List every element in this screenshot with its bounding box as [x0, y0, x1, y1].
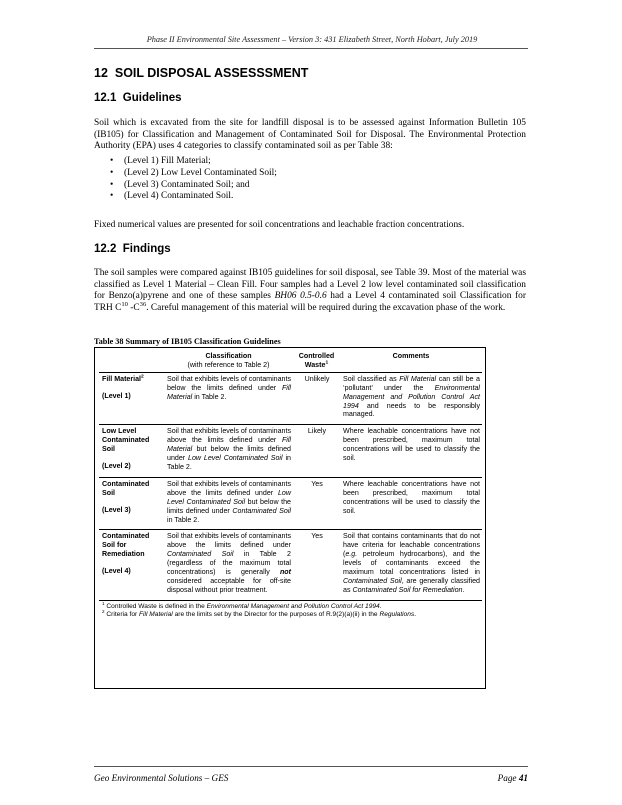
- table-row: [99, 530, 482, 600]
- footnote-1: $^1$ Controlled Waste is defined in the Environmental Management and Pollution Control Act 1994.: [102, 600, 382, 610]
- controlled-waste-cell: Unlikely: [304, 374, 330, 383]
- findings-paragraph: The soil samples were compared against IB105 guidelines for soil disposal, see Table 39. Most of the material was classified as Level 1 Material – Clean Fill. Four samples had a Level 2 low level contaminated soil classification for Benzo(a)pyrene and one of these samples BH06 0.5-0.6 had a Level 4 contaminated soil Classification for TRH $C^{10}$ $-C^{36}$. Careful management of this material will be required during the excavation phase of the work.: [94, 268, 526, 314]
- category-cell: Contaminated Soil (Level 3): [102, 479, 150, 514]
- comments-cell: Where leachable concentrations have not been prescribed, maximum total concentrations will be used to classify the soil.: [343, 427, 480, 463]
- guidelines-closing-paragraph: Fixed numerical values are presented for soil concentrations and leachable fraction concentrations.: [94, 220, 465, 230]
- guidelines-intro-paragraph: Soil which is excavated from the site for landfill disposal is to be assessed against Information Bulletin 105 (IB105) for Classification and Management of Contaminated Soil for Disposal. The Environmental Protection Authority (EPA) uses 4 categories to classify contaminated soil as per Table 38:: [94, 118, 526, 152]
- classification-cell: Soil that exhibits levels of contaminants above the limits defined under Low Level Contaminated Soil but below the limits defined under Contaminated Soil in Table 2.: [167, 479, 292, 524]
- category-cell: Fill Material$^2$ (Level 1): [102, 374, 144, 400]
- section-heading: [94, 66, 308, 80]
- list-item: • (Level 1) Fill Material;: [94, 156, 277, 168]
- header-category: [99, 351, 164, 372]
- footer-page-number: Page 41: [497, 773, 528, 783]
- category-cell: Contaminated Soil for Remediation (Level 4): [102, 532, 150, 576]
- findings-heading: [94, 243, 171, 255]
- list-item: • (Level 4) Contaminated Soil.: [94, 191, 277, 203]
- table-header-row: [99, 351, 482, 372]
- comments-cell: Soil classified as Fill Material can still be a ‘pollutant’ under the Environmental Management and Pollution Control Act 1994 and needs to be responsibly managed.: [343, 374, 480, 419]
- table-row: [99, 425, 482, 478]
- table-row: [99, 372, 482, 425]
- sample-id: BH06 0.5-0.6: [274, 291, 327, 302]
- header-classification: Classification (with reference to Table 2): [187, 352, 270, 369]
- header-rule: [94, 48, 528, 49]
- controlled-waste-cell: Likely: [307, 427, 327, 436]
- footer-rule: [94, 766, 528, 767]
- classification-cell: Soil that exhibits levels of contaminants above the limits defined under Fill Material but below the limits defined under Low Level Contaminated Soil in Table 2.: [167, 427, 291, 471]
- controlled-waste-cell: Yes: [311, 479, 323, 488]
- classification-cell: Soil that exhibits levels of contaminants above the limits defined under Contaminated Soil in Table 2 (regardless of the maximum total concentrations) is generally not considered acceptable for off-site disposal without prior treatment.: [167, 532, 291, 594]
- guidelines-heading: [94, 92, 182, 104]
- list-item: • (Level 3) Contaminated Soil; and: [94, 180, 277, 192]
- guidelines-title: Guidelines: [122, 92, 182, 104]
- guidelines-number: 12.1: [94, 92, 117, 104]
- classification-table: [99, 351, 482, 624]
- category-cell: Low Level Contaminated Soil (Level 2): [102, 427, 150, 471]
- table-footnotes: [99, 600, 482, 624]
- classification-cell: Soil that exhibits levels of contaminants below the limits defined under Fill Material in Table 2.: [167, 374, 291, 401]
- running-header: Phase II Environmental Site Assessment – Version 3: 431 Elizabeth Street, North Hobart, July 2019: [146, 35, 478, 44]
- table-footnotes-row: [99, 600, 482, 624]
- header-controlled-waste: Controlled Waste$^1$: [298, 352, 335, 369]
- footnote-2: $^2$ Criteria for Fill Material are the limits set by the Director for the purposes of R.9(2)(a)(ii) in the Regulations.: [102, 608, 417, 619]
- section-title: SOIL DISPOSAL ASSESSSMENT: [114, 66, 309, 80]
- findings-number: 12.2: [94, 243, 117, 255]
- table-row: [99, 477, 482, 530]
- table-caption: Table 38 Summary of IB105 Classification Guidelines: [94, 337, 281, 346]
- classification-table-frame: [94, 347, 486, 689]
- comments-cell: Where leachable concentrations have not been prescribed, maximum total concentrations will be used to classify the soil.: [343, 479, 480, 515]
- header-comments: Comments: [392, 352, 430, 360]
- list-item: • (Level 2) Low Level Contaminated Soil;: [94, 168, 277, 180]
- controlled-waste-cell: Yes: [311, 532, 323, 541]
- classification-levels-list: [94, 156, 277, 203]
- section-number: 12: [94, 66, 108, 80]
- comments-cell: Soil that contains contaminants that do not have criteria for leachable concentrations (e.g. petroleum hydrocarbons), and the levels of contaminants exceed the maximum total concentrations listed in Contaminated Soil, are generally classified as Contaminated Soil for Remediation.: [343, 532, 480, 594]
- findings-title: Findings: [122, 243, 171, 255]
- footer-company: Geo Environmental Solutions – GES: [94, 773, 229, 783]
